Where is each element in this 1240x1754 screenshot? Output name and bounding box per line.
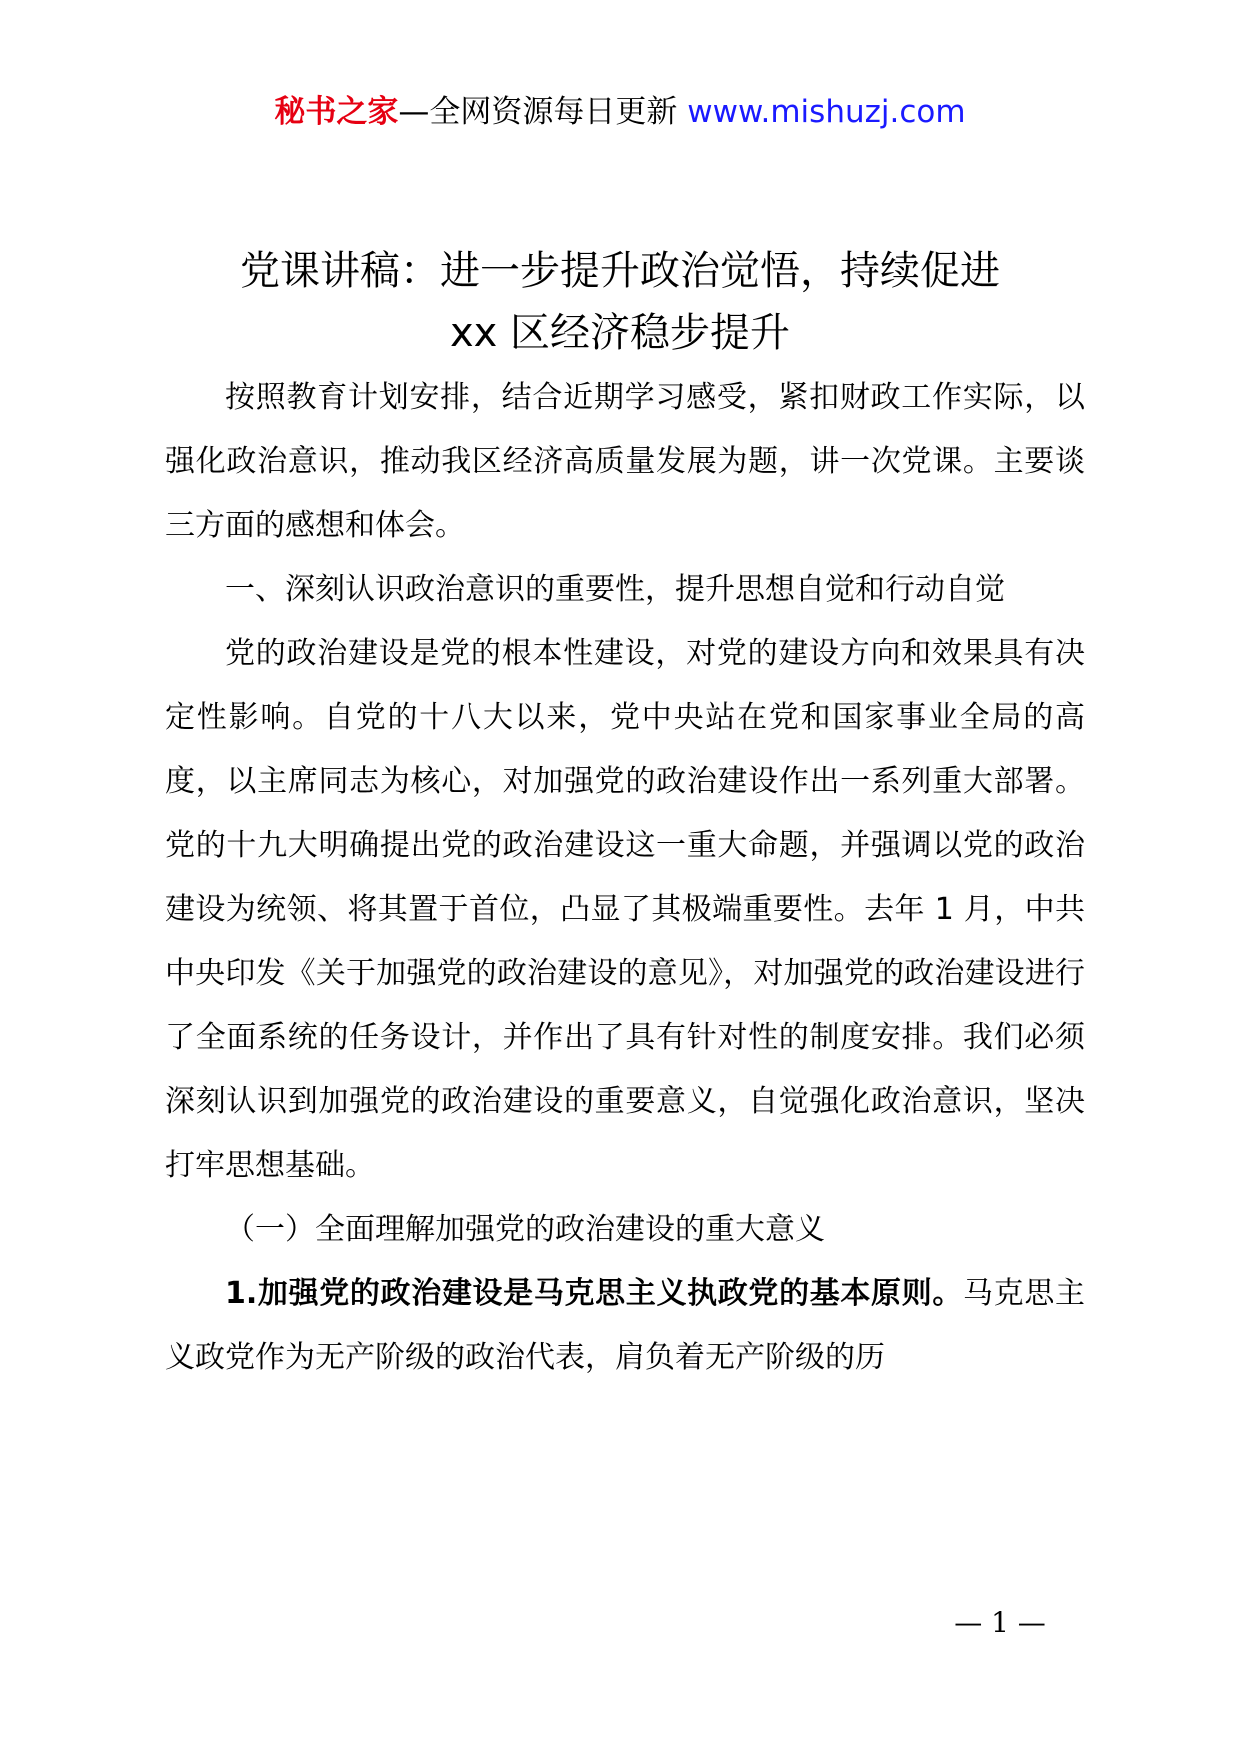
brand-name: 秘书之家 [274, 94, 399, 130]
section-heading: 一、深刻认识政治意识的重要性，提升思想自觉和行动自觉 [225, 572, 1005, 607]
point-lead: 1.加强党的政治建设是马克思主义执政党的基本原则。 [225, 1276, 964, 1311]
site-url-link[interactable]: www.mishuzj.com [687, 94, 966, 130]
point-text: 马克思主义政党作为无产阶级的政治代表，肩负着无产阶级的历 [165, 1276, 1085, 1375]
header-tagline: —全网资源每日更新 [398, 94, 678, 130]
title-line-2: xx 区经济稳步提升 [449, 310, 791, 356]
title-line-1: 党课讲稿：进一步提升政治觉悟，持续促进 [240, 248, 1000, 294]
intro-paragraph: 按照教育计划安排，结合近期学习感受，紧扣财政工作实际，以强化政治意识，推动我区经济高质量发展为题，讲一次党课。主要谈三方面的感想和体会。 [165, 380, 1085, 543]
page-number: — 1 — [954, 1606, 1046, 1639]
document-body [165, 366, 1085, 1390]
site-header [0, 92, 1240, 132]
point-paragraph [165, 1262, 1085, 1390]
body-paragraph: 党的政治建设是党的根本性建设，对党的建设方向和效果具有决定性影响。自党的十八大以来，党中央站在党和国家事业全局的高度，以主席同志为核心，对加强党的政治建设作出一系列重大部署。党的十九大明确提出党的政治建设这一重大命题，并强调以党的政治建设为统领、将其置于首位，凸显了其极端重要性。去年 1 月，中共中央印发《关于加强党的政治建设的意见》，对加强党的政治建设进行了全面系统的任务设计，并作出了具有针对性的制度安排。我们必须深刻认识到加强党的政治建设的重要意义，自觉强化政治意识，坚决打牢思想基础。 [165, 636, 1085, 1183]
subsection-heading: （一）全面理解加强党的政治建设的重大意义 [225, 1212, 825, 1247]
document-title [150, 240, 1090, 364]
